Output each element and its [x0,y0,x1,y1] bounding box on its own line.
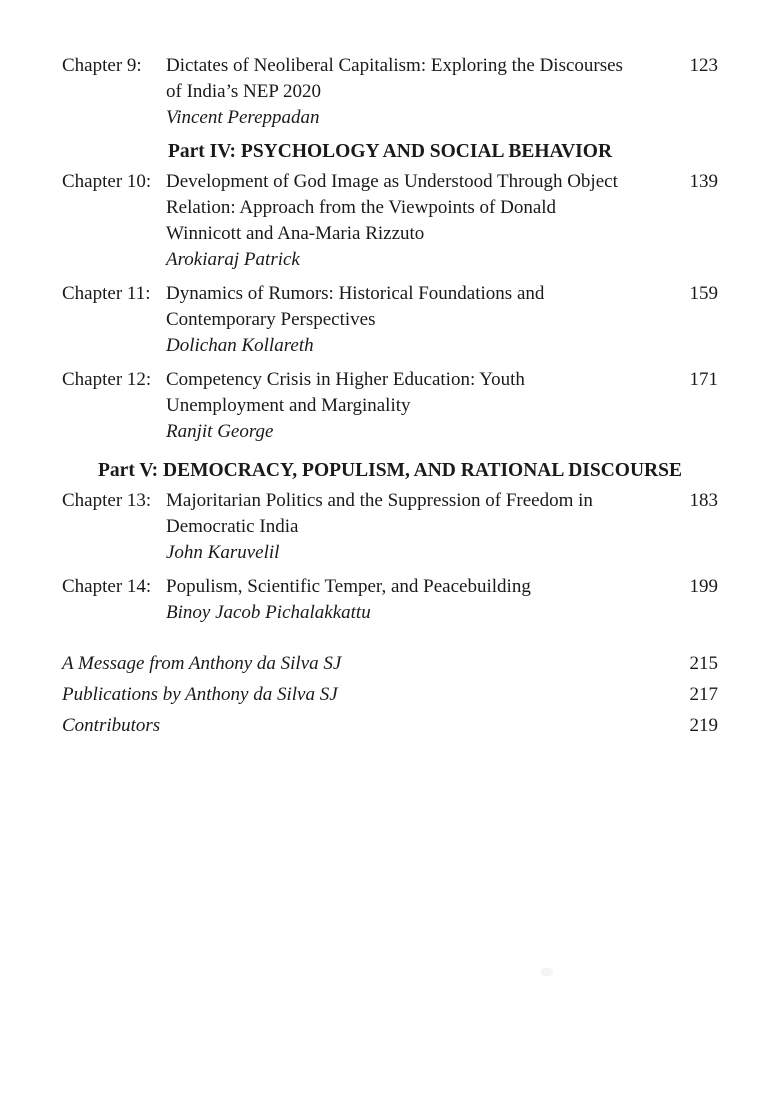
toc-entry-publications[interactable] [62,679,718,710]
chapter-title-line: Winnicott and Ana-Maria Rizzuto [166,223,425,244]
chapter-author: Vincent Pereppadan [166,107,320,128]
chapter-body [166,169,674,273]
chapter-label: Chapter 10: [62,171,152,192]
chapter-title-line: Dynamics of Rumors: Historical Foundations and [166,283,545,304]
chapter-title-line: Contemporary Perspectives [166,309,376,330]
toc-entry-chapter-10[interactable] [62,169,718,273]
chapter-author: Arokiaraj Patrick [166,249,300,270]
scan-artifact [541,968,553,976]
table-of-contents [62,53,718,741]
chapter-title-line: Populism, Scientific Temper, and Peacebuilding [166,576,531,597]
toc-entry-chapter-13[interactable] [62,488,718,566]
chapter-body [166,367,674,445]
toc-entry-message[interactable] [62,648,718,679]
page-number: 139 [689,171,718,192]
page-number: 183 [689,490,718,511]
chapter-label: Chapter 9: [62,55,142,76]
chapter-title-line: Competency Crisis in Higher Education: Youth [166,369,525,390]
part-heading-v: Part V: DEMOCRACY, POPULISM, AND RATIONAL DISCOURSE [98,460,682,481]
chapter-body [166,488,674,566]
chapter-body [166,281,674,359]
page-number: 123 [689,55,718,76]
chapter-author: John Karuvelil [166,542,280,563]
chapter-title-line: Unemployment and Marginality [166,395,411,416]
page-number: 215 [689,653,718,674]
chapter-label: Chapter 14: [62,576,152,597]
chapter-label: Chapter 11: [62,283,151,304]
toc-entry-chapter-14[interactable] [62,574,718,626]
chapter-author: Ranjit George [166,421,274,442]
page-number: 199 [689,576,718,597]
chapter-title-line: Majoritarian Politics and the Suppression of Freedom in [166,490,593,511]
toc-entry-chapter-12[interactable] [62,367,718,445]
chapter-label: Chapter 12: [62,369,152,390]
chapter-body [166,574,674,626]
page-number: 219 [689,715,718,736]
back-matter-title: A Message from Anthony da Silva SJ [62,653,342,674]
back-matter-title: Publications by Anthony da Silva SJ [62,684,338,705]
page-number: 159 [689,283,718,304]
part-heading-iv: Part IV: PSYCHOLOGY AND SOCIAL BEHAVIOR [167,141,613,162]
chapter-title-line: of India’s NEP 2020 [166,81,321,102]
chapter-title-line: Dictates of Neoliberal Capitalism: Exploring the Discourses [166,55,623,76]
page-number: 171 [689,369,718,390]
toc-entry-chapter-11[interactable] [62,281,718,359]
chapter-author: Dolichan Kollareth [166,335,314,356]
back-matter-list [62,648,718,741]
back-matter-title: Contributors [62,715,161,736]
chapter-author: Binoy Jacob Pichalakkattu [166,602,371,623]
toc-entry-chapter-9[interactable] [62,53,718,131]
chapter-label: Chapter 13: [62,490,152,511]
toc-entry-contributors[interactable] [62,710,718,741]
chapter-body [166,53,674,131]
chapter-title-line: Development of God Image as Understood Through Object [166,171,618,192]
chapter-title-line: Relation: Approach from the Viewpoints of Donald [166,197,557,218]
chapter-title-line: Democratic India [166,516,299,537]
page-number: 217 [689,684,718,705]
